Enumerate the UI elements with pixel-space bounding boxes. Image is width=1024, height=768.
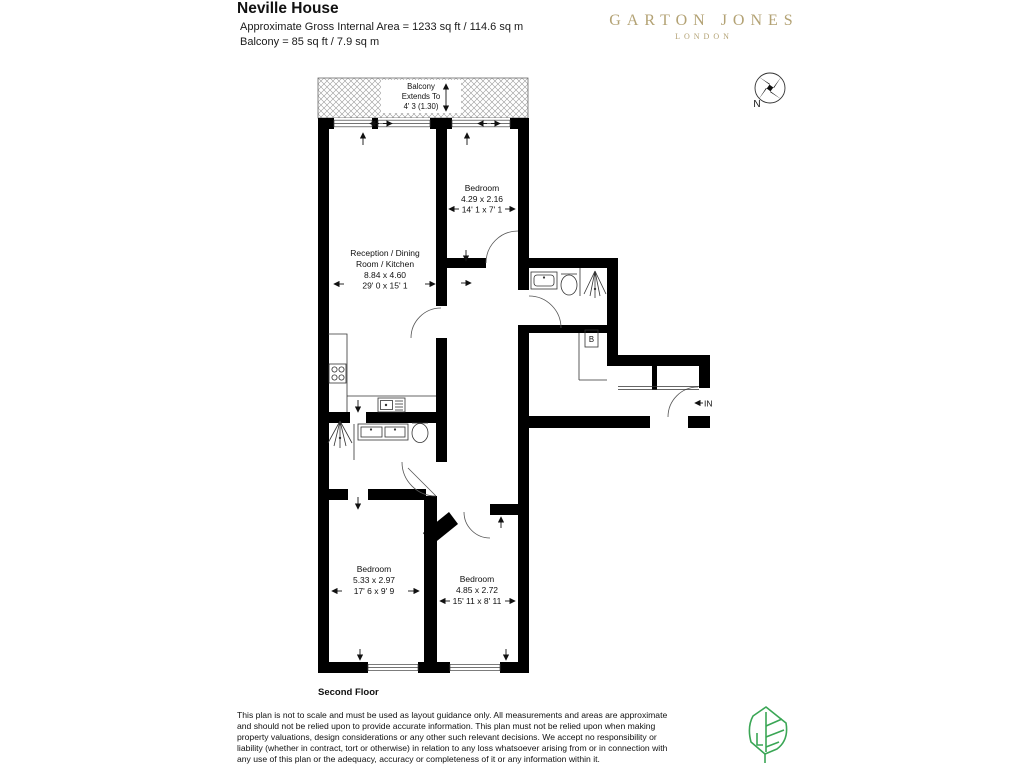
entrance-label: IN: [704, 398, 713, 409]
double-vanity: [358, 424, 408, 440]
bedroom-top-imperial: 14' 1 x 7' 1: [461, 204, 503, 215]
entrance-door-arc: [668, 387, 698, 417]
boiler-label: B: [588, 335, 595, 344]
bedroom-top-name: Bedroom: [464, 183, 500, 193]
disclaimer-line: liability (whether in contract, tort or otherwise) in relation to any loss whatsoever arising from or in connection with: [237, 742, 668, 753]
disclaimer-line: and should not be relied upon to provide accurate information. This plan must not be relied upon when making: [237, 720, 656, 731]
balcony-label-2: Extends To: [401, 92, 441, 101]
bathroom-door-arc: [529, 296, 561, 328]
toilet: [561, 274, 577, 295]
bedroom-left-metric: 5.33 x 2.97: [352, 575, 396, 585]
bedroom-top-door-arc: [486, 231, 518, 263]
reception-door-arc: [411, 308, 441, 338]
bedroom-top-metric: 4.29 x 2.16: [460, 194, 504, 204]
kitchen-fixtures: [328, 334, 436, 412]
floor-label: Second Floor: [318, 687, 379, 698]
kitchen-sink: [378, 398, 405, 412]
brand-subtitle: LONDON: [675, 32, 733, 41]
compass: [753, 73, 785, 110]
bathroom-main-fixtures: [531, 268, 606, 298]
balcony-label-3: 4' 3 (1.30): [403, 102, 439, 111]
brand-name: GARTON JONES: [609, 12, 799, 29]
disclaimer-line: any use of this plan or the adequacy, accuracy or completeness of it or any information within it.: [237, 753, 600, 764]
entrance: [695, 399, 713, 409]
gross-area-text: Approximate Gross Internal Area = 1233 sq ft / 114.6 sq m: [240, 21, 524, 33]
hob: [329, 364, 346, 383]
balcony: [318, 78, 528, 118]
compass-north-label: N: [753, 99, 761, 110]
shower2: [328, 421, 354, 460]
reception-name-2: Room / Kitchen: [355, 259, 415, 269]
boiler-cupboard: [579, 330, 607, 380]
bathroom2-fixtures: [328, 421, 428, 460]
bedroom-right-door-arc: [464, 512, 490, 538]
bedroom-left-imperial: 17' 6 x 9' 9: [353, 586, 395, 596]
bedroom-left-name: Bedroom: [356, 564, 392, 574]
bathroom-sink: [531, 272, 557, 289]
balcony-area-text: Balcony = 85 sq ft / 7.9 sq m: [240, 36, 380, 48]
disclaimer: [237, 710, 697, 765]
reception-imperial: 29' 0 x 15' 1: [362, 280, 408, 291]
bedroom-right-name: Bedroom: [459, 574, 495, 584]
disclaimer-line: property valuations, design considerations or any other such relevant decisions. We accept no responsibility or: [237, 731, 657, 742]
reception-metric: 8.84 x 4.60: [363, 270, 407, 280]
reception-name-1: Reception / Dining: [350, 248, 420, 258]
bedroom-right-imperial: 15' 11 x 8' 11: [452, 596, 502, 606]
toilet2: [412, 423, 428, 443]
shower: [580, 268, 606, 298]
disclaimer-line: This plan is not to scale and must be used as layout guidance only. All measurements and areas are approximate: [237, 710, 668, 720]
page-title: Neville House: [237, 0, 339, 17]
compass-star: [759, 77, 782, 100]
balcony-label-1: Balcony: [407, 82, 435, 91]
bedroom-right-metric: 4.85 x 2.72: [455, 585, 499, 595]
leaf-logo-icon: [749, 707, 786, 763]
